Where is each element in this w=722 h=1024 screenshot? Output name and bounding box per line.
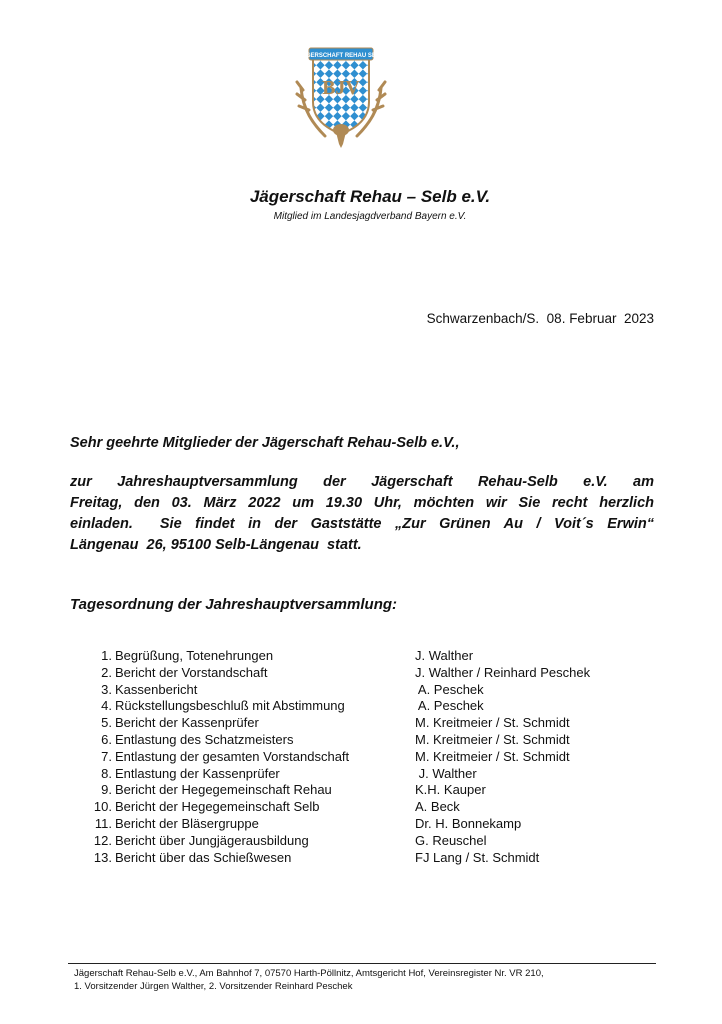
agenda-item-topic: Rückstellungsbeschluß mit Abstimmung: [115, 698, 345, 714]
agenda-item-responsible: G. Reuschel: [415, 832, 487, 848]
agenda-item-topic: Bericht über das Schießwesen: [115, 849, 292, 865]
agenda-item: [88, 715, 648, 732]
agenda-item-number: 7.: [101, 748, 112, 764]
agenda-item-responsible: J. Walther / Reinhard Peschek: [415, 664, 591, 680]
agenda-item-number: 6.: [101, 731, 112, 747]
agenda-item-number: 13.: [93, 849, 112, 865]
agenda-item-topic: Entlastung der Kassenprüfer: [115, 765, 280, 781]
agenda-item-responsible: J. Walther: [415, 648, 474, 663]
agenda-item: [88, 833, 648, 850]
agenda-item-number: 4.: [101, 698, 112, 714]
association-logo: [295, 44, 387, 152]
agenda-item-topic: Bericht der Vorstandschaft: [115, 664, 268, 680]
logo-banner-text: JÄGERSCHAFT REHAU SELB: [298, 53, 384, 59]
agenda-title: Tagesordnung der Jahreshauptversammlung:: [70, 596, 398, 613]
agenda-item-topic: Bericht der Hegegemeinschaft Rehau: [115, 782, 332, 798]
agenda-item-number: 3.: [101, 681, 112, 697]
agenda-item-responsible: A. Beck: [415, 799, 460, 815]
agenda-item: [88, 799, 648, 816]
agenda-item-number: 8.: [101, 765, 112, 781]
agenda-item-number: 11.: [94, 815, 112, 831]
agenda-item-topic: Bericht über Jungjägerausbildung: [115, 832, 309, 848]
footer-line: Jägerschaft Rehau-Selb e.V., Am Bahnhof 7, 07570 Harth-Pöllnitz, Amtsgericht Hof, Vereinsregister Nr. VR 210,: [74, 968, 544, 979]
agenda-item: [88, 782, 648, 799]
organization-name: Jägerschaft Rehau – Selb e.V.: [249, 187, 491, 206]
footer-divider: [68, 963, 656, 964]
agenda-item-topic: Bericht der Kassenprüfer: [115, 715, 259, 731]
footer-line: 1. Vorsitzender Jürgen Walther, 2. Vorsitzender Reinhard Peschek: [74, 981, 353, 992]
agenda-item: [88, 665, 648, 682]
agenda-item-number: 12.: [93, 832, 112, 848]
agenda-item-number: 5.: [101, 715, 112, 731]
agenda-item-number: 1.: [101, 648, 112, 663]
agenda-item-responsible: M. Kreitmeier / St. Schmidt: [415, 731, 570, 747]
agenda-item-responsible: A. Peschek: [415, 681, 484, 697]
agenda-item-number: 9.: [101, 782, 112, 798]
salutation: Sehr geehrte Mitglieder der Jägerschaft Rehau-Selb e.V.,: [70, 435, 460, 451]
date-line: Schwarzenbach/S. 08. Februar 2023: [426, 311, 654, 326]
agenda-item-responsible: Dr. H. Bonnekamp: [415, 815, 522, 831]
footer: [74, 967, 544, 993]
agenda-item-topic: Kassenbericht: [115, 681, 198, 697]
agenda-item-responsible: FJ Lang / St. Schmidt: [415, 849, 540, 865]
invitation-text: [70, 472, 654, 556]
agenda-item-topic: Bericht der Bläsergruppe: [115, 815, 259, 831]
agenda-item: [88, 648, 648, 665]
agenda-item: [88, 732, 648, 749]
agenda-item-responsible: A. Peschek: [415, 698, 484, 714]
invitation-line: einladen. Sie findet in der Gaststätte „Zur Grünen Au / Voit´s Erwin“: [70, 516, 654, 532]
agenda-item-responsible: M. Kreitmeier / St. Schmidt: [415, 748, 570, 764]
agenda-item-topic: Entlastung des Schatzmeisters: [115, 731, 294, 747]
agenda-item-topic: Begrüßung, Totenehrungen: [115, 648, 274, 663]
agenda-item-topic: Entlastung der gesamten Vorstandschaft: [115, 748, 350, 764]
invitation-line: Freitag, den 03. März 2022 um 19.30 Uhr, möchten wir Sie recht herzlich: [70, 495, 654, 511]
agenda-item: [88, 816, 648, 833]
agenda-list: [88, 648, 648, 866]
agenda-item: [88, 698, 648, 715]
agenda-item-topic: Bericht der Hegegemeinschaft Selb: [115, 799, 320, 815]
agenda-item-responsible: K.H. Kauper: [415, 782, 486, 798]
invitation-line: Längenau 26, 95100 Selb-Längenau statt.: [70, 537, 362, 553]
agenda-item: [88, 682, 648, 699]
agenda-item-number: 10.: [93, 799, 112, 815]
agenda-item: [88, 766, 648, 783]
agenda-item: [88, 850, 648, 867]
invitation-line: zur Jahreshauptversammlung der Jägerschaft Rehau-Selb e.V. am: [70, 474, 654, 490]
agenda-item-responsible: M. Kreitmeier / St. Schmidt: [415, 715, 570, 731]
logo-monogram: BJV: [322, 77, 360, 99]
agenda-item: [88, 749, 648, 766]
agenda-item-number: 2.: [101, 664, 112, 680]
membership-note: Mitglied im Landesjagdverband Bayern e.V.: [273, 211, 467, 222]
agenda-item-responsible: J. Walther: [415, 765, 477, 781]
